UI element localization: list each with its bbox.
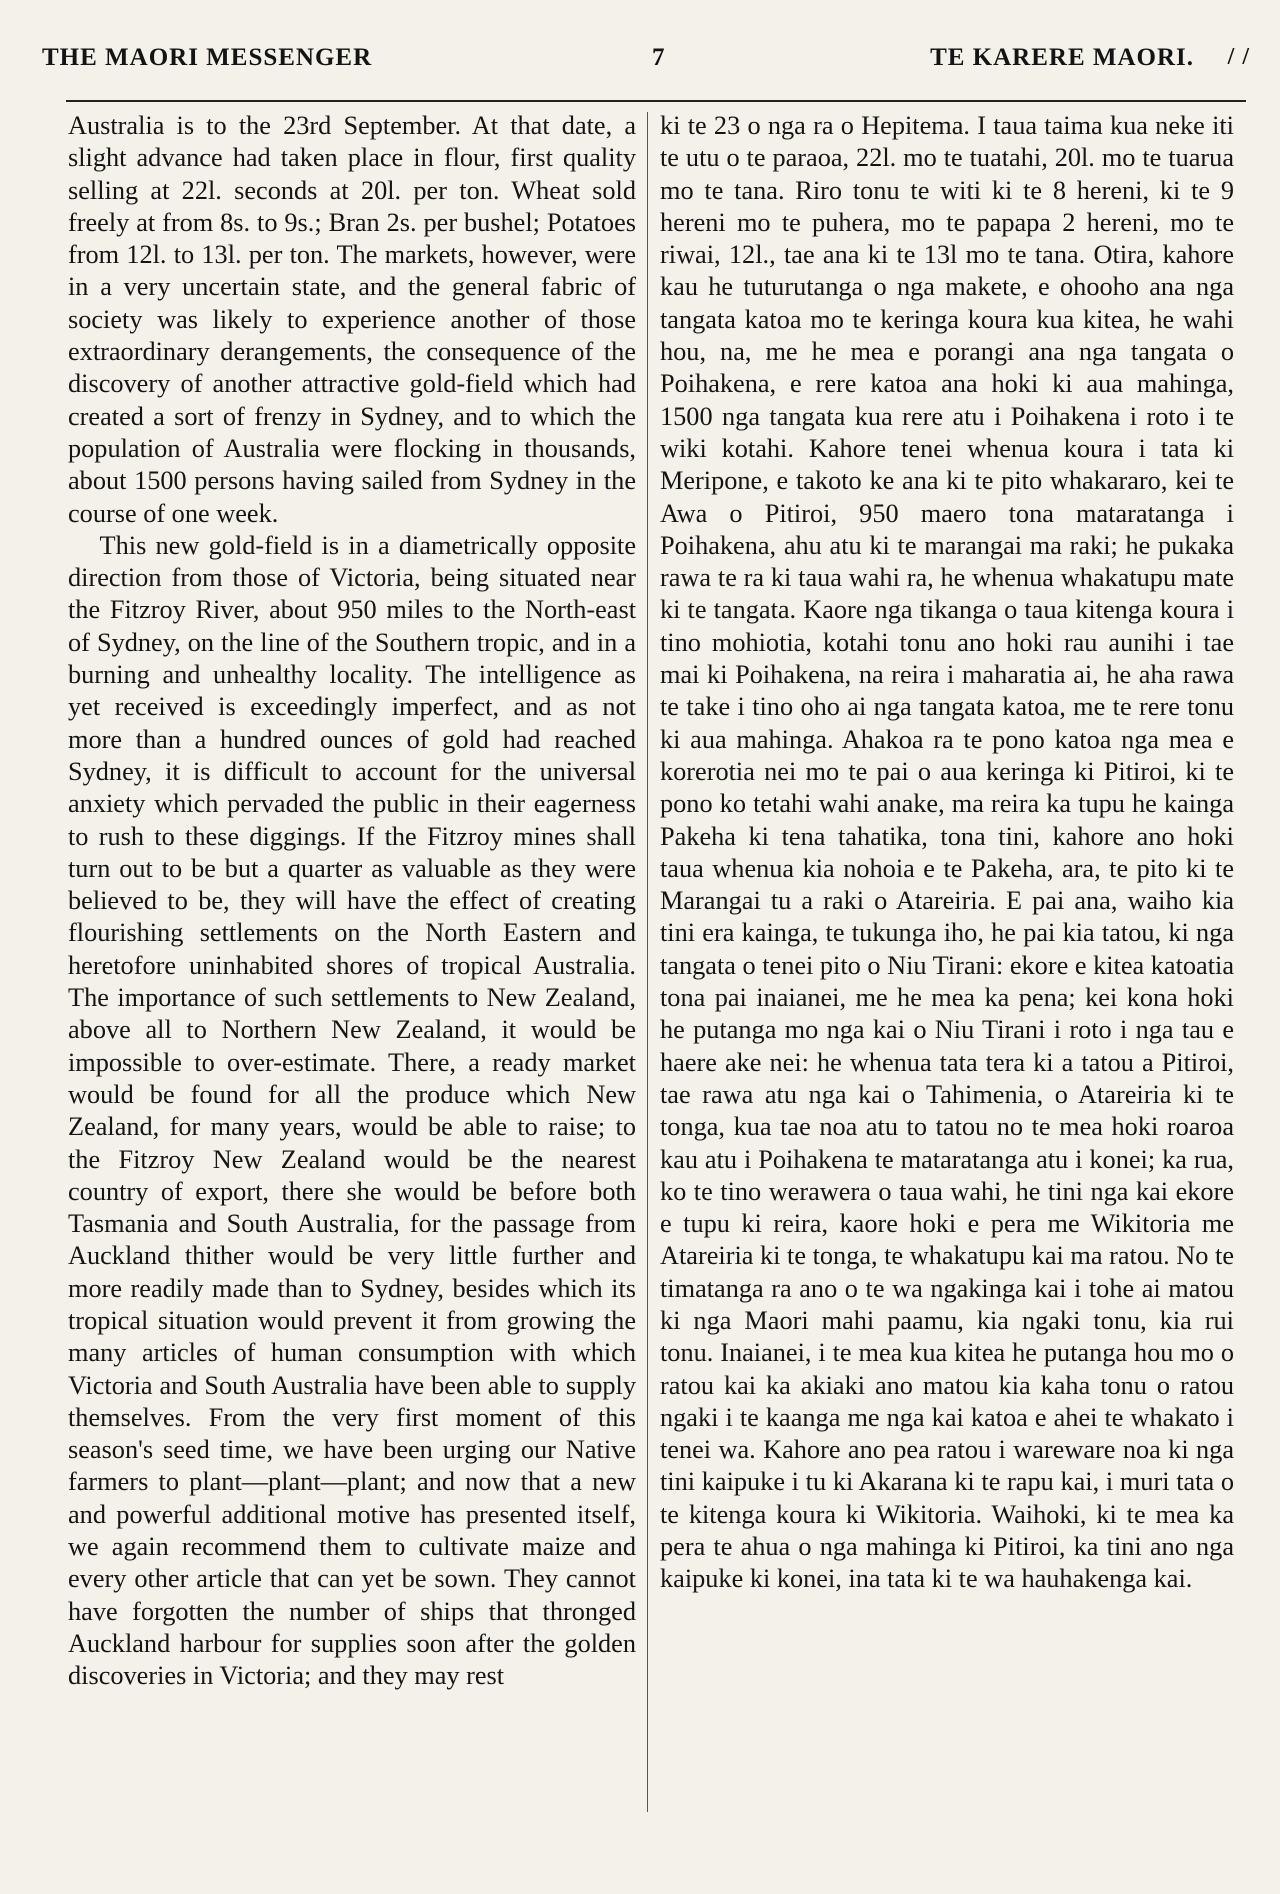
english-column [68,110,636,1810]
maori-paragraph-1: ki te 23 o nga ra o Hepitema. I taua taima kua neke iti te utu o te paraoa, 22l. mo te tuatahi, 20l. mo te tuarua mo te tana. Riro tonu te witi ki te 8 hereni, ki te 9 hereni mo te puhera, mo te papapa 2 hereni, mo te riwai, 12l., tae ana ki te 13l mo te tana. Otira, kahore kau he tuturutanga o nga makete, e ohooho ana nga tangata katoa mo te keringa koura kua kitea, he wahi hou, na, me he mea e porangi ana nga tangata o Poihakena, e rere katoa ana hoki ki aua mahinga, 1500 nga tangata kua rere atu i Poihakena i roto i te wiki kotahi. Kahore tenei whenua koura i tata ki Meripone, e takoto ke ana ki te pito whakararo, kei te Awa o Pitiroi, 950 maero tona mataratanga i Poihakena, ahu atu ki te marangai ma raki; he pukaka rawa te ra ki taua wahi ra, he whenua whakatupu mate ki te tangata. Kaore nga tikanga o taua kitenga koura i tino mohiotia, kotahi tonu ano hoki rau aunihi i tae mai ki Poihakena, na reira i maharatia ai, he aha rawa te take i tino oho ai nga tangata katoa, me te rere tonu ki aua mahinga. Ahakoa ra te pono katoa nga mea e korerotia nei mo te pai o aua keringa ki Pitiroi, ki te pono ko tetahi wahi anake, ma reira ka tupu he kainga Pakeha ki tena tahatika, tona tini, kahore ano hoki taua whenua kia nohoia e te Pakeha, ara, te pito ki te Marangai tu a raki o Atareiria. E pai ana, waiho kia tini era kainga, te tukunga iho, he pai kia tatou, ki nga tangata o tenei pito o Niu Tirani: ekore e kitea katoatia tona pai inaianei, me he mea ka pena; kei kona hoki he putanga mo nga kai o Niu Tirani i roto i nga tau e haere ake nei: he whenua tata tera ki a tatou a Pitiroi, tae rawa atu nga kai o Tahimenia, o Atareiria ki te tonga, kua tae noa atu to tatou no te mea hoki roaroa kau atu i Poihakena te mataratanga atu i konei; ka rua, ko te tino werawera o taua wahi, he tini nga kai ekore e tupu ki reira, kaore hoki e pera me Wikitoria me Atareiria ki te tonga, te whakatupu kai ma ratou. No te timatanga ra ano o te wa ngakinga kai i tohe ai matou ki nga Maori mahi paamu, kia ngaki tonu, kia rui tonu. Inaianei, i te mea kua kitea he putanga hou mo o ratou kai ka akiaki ano matou kia kaha tonu o ratou ngaki i te kaanga me nga kai katoa e ahei te whakato i tenei wa. Kahore ano pea ratou i wareware noa ki nga tini kaipuke i tu ki Akarana ki te rapu kai, i muri tata o te kitenga koura ki Wikitoria. Waihoki, ki te mea ka pera te ahua o nga mahinga ki Pitiroi, ka tini ano nga kaipuke ki konei, ina tata ki te wa hauhakenga kai. [660,111,1234,1594]
column-divider [647,112,648,1812]
page-header [30,44,1250,84]
header-maori-title: TE KARERE MAORI. [930,44,1194,71]
corner-mark: / / [1227,44,1250,70]
english-paragraph-1: Australia is to the 23rd September. At that date, a slight advance had taken place in flour, first quality selling at 22l. seconds at 20l. per ton. Wheat sold freely at from 8s. to 9s.; Bran 2s. per bushel; Potatoes from 12l. to 13l. per ton. The markets, however, were in a very uncertain state, and the general fabric of society was likely to experience another of those extraordinary derangements, the consequence of the discovery of another attractive gold-field which had created a sort of frenzy in Sydney, and to which the population of Australia were flocking in thousands, about 1500 persons having sailed from Sydney in the course of one week. [68,111,636,528]
header-english-title: THE MAORI MESSENGER [42,44,373,71]
maori-column [660,110,1234,1810]
english-paragraph-2: This new gold-field is in a diametrically opposite direction from those of Victoria, being situated near the Fitzroy River, about 950 miles to the North-east of Sydney, on the line of the Southern tropic, and in a burning and unhealthy locality. The intelligence as yet received is exceedingly imperfect, and as not more than a hundred ounces of gold had reached Sydney, it is difficult to account for the universal anxiety which pervaded the public in their eagerness to rush to these diggings. If the Fitzroy mines shall turn out to be but a quarter as valuable as they were believed to be, they will have the effect of creating flourishing settlements on the North Eastern and heretofore uninhabited shores of tropical Australia. The importance of such settlements to New Zealand, above all to Northern New Zealand, it would be impossible to over-estimate. There, a ready market would be found for all the produce which New Zealand, for many years, would be able to raise; to the Fitzroy New Zealand would be the nearest country of export, there she would be before both Tasmania and South Australia, for the passage from Auckland thither would be very little further and more readily made than to Sydney, besides which its tropical situation would prevent it from growing the many articles of human consumption with which Victoria and South Australia have been able to supply themselves. From the very first moment of this season's seed time, we have been urging our Native farmers to plant—plant—plant; and now that a new and powerful additional motive has presented itself, we again recommend them to cultivate maize and every other article that can yet be sown. They cannot have forgotten the number of ships that thronged Auckland harbour for supplies soon after the golden discoveries in Victoria; and they may rest [68,530,636,1691]
header-rule [66,100,1246,102]
page-number: 7 [652,44,666,71]
